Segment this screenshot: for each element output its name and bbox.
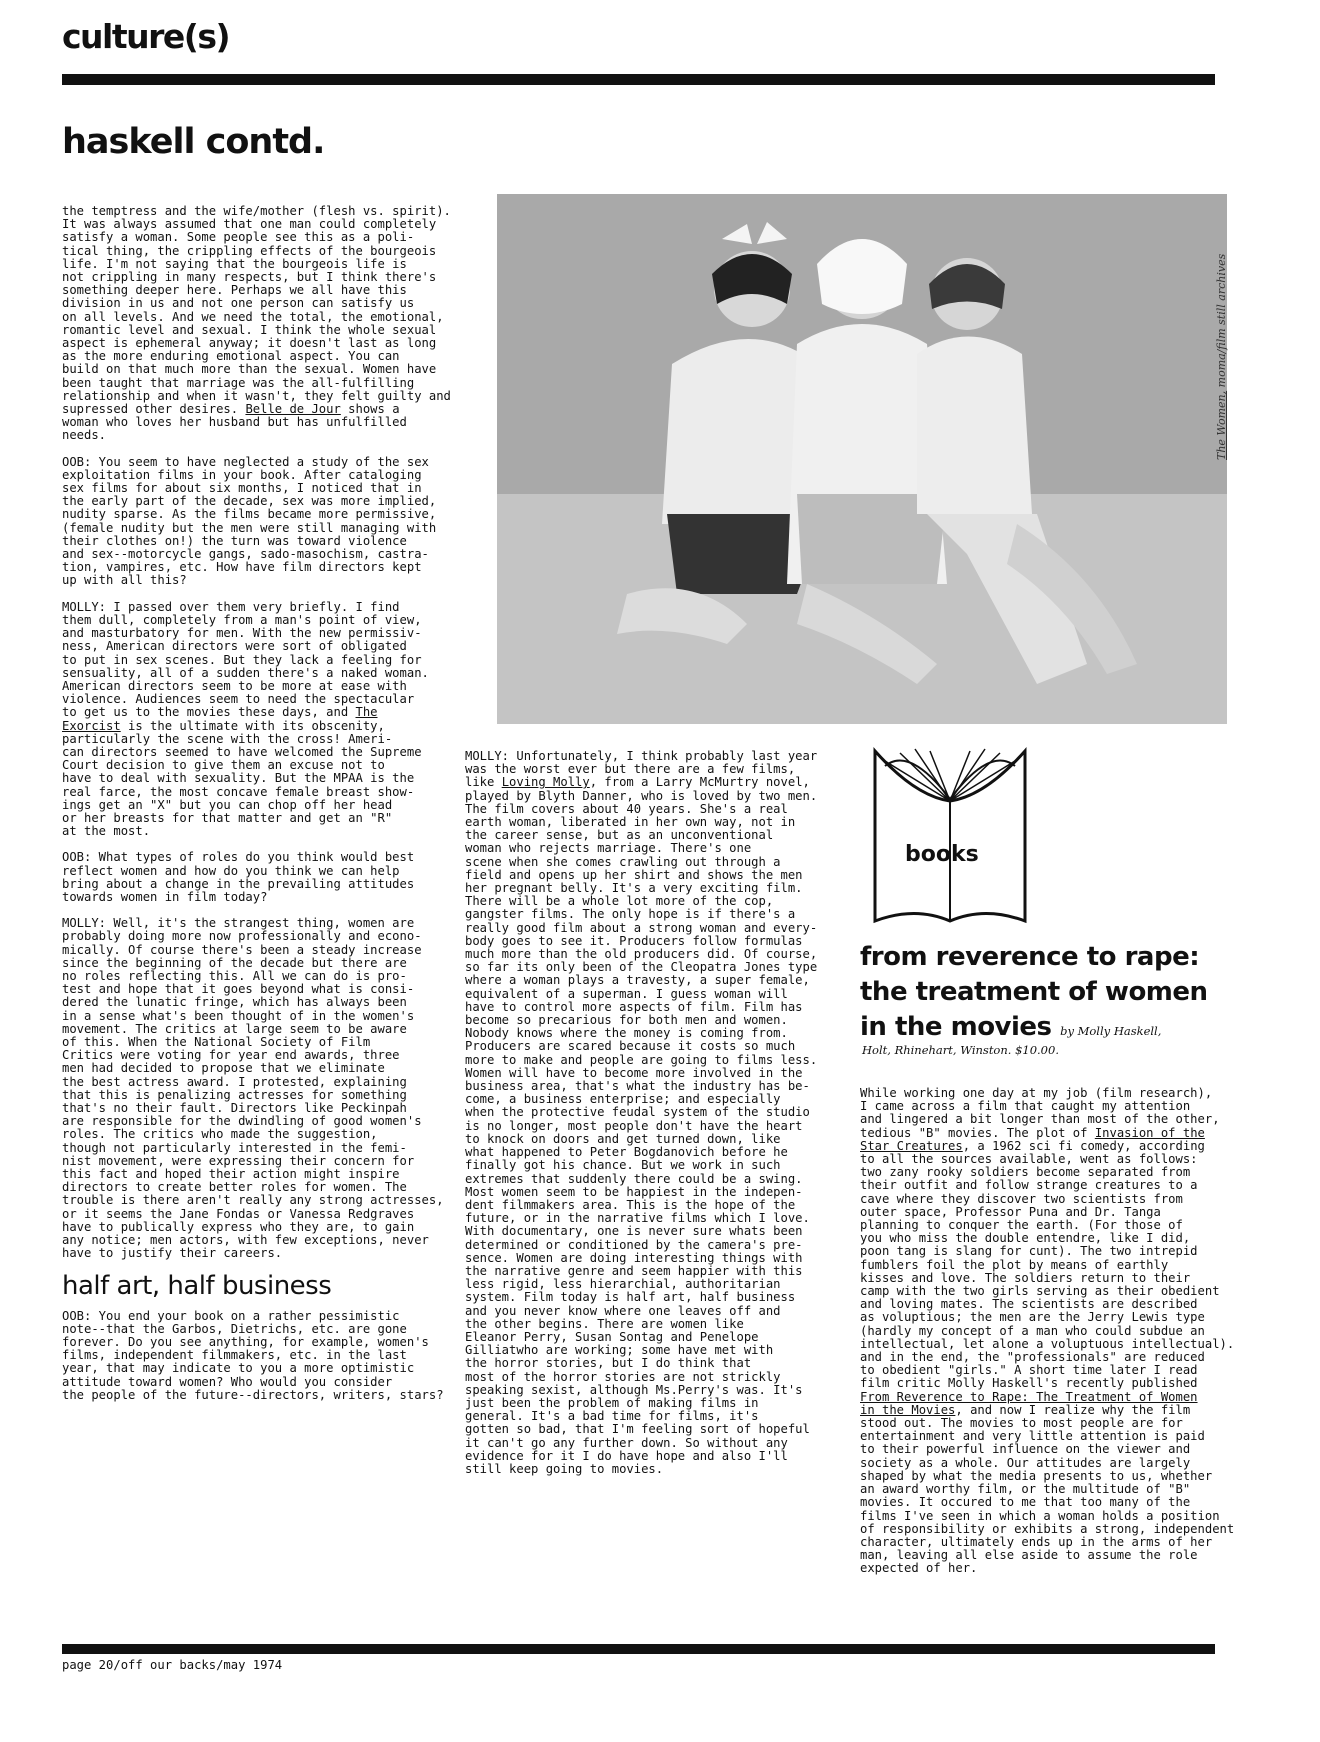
review-title: from reverence to rape: the treatment of women in the movies by Molly Haskell, bbox=[860, 942, 1208, 1042]
top-rule bbox=[62, 74, 1215, 85]
paragraph: MOLLY: I passed over them very briefly. I find them dull, completely from a man's point of view, and masturbatory for men. With the new permissiv- ness, American directors were sort of obligated to put in sex scenes. But they lack a feeling for sensuality, all of a sudden there's a naked woman. American directors seem to be more at ease with violence. Audiences seem to need the spectacular to get us to the movies these days, and The Exorcist is the ultimate with its obscenity, particularly the scene with the cross! Ameri- can directors seemed to have welcomed the Supreme Court decision to give them an excuse not to have to deal with sexuality. But the MPAA is the real farce, the most concave female breast show- ings get an "X" but you can chop off her head or her breasts for that matter and get an "R" at the most. bbox=[62, 599, 429, 839]
open-book-icon bbox=[865, 741, 1035, 931]
paragraph: OOB: You end your book on a rather pessimistic note--that the Garbos, Dietrichs, etc. are gone forever. Do you see anything, for example, women's films, independent filmmakers, etc. in the last year, that may indicate to you a more optimistic attitude toward women? Who would you consider the people of the future--directors, writers, stars? bbox=[62, 1308, 444, 1402]
paragraph: the temptress and the wife/mother (flesh vs. spirit). It was always assumed that one man could completely satisfy a woman. Some people see this as a poli- tical thing, the crippling effects of the bourgeois life. I'm not saying that the bourgeois life is not crippling in many respects, but I think there's something deeper here. Perhaps we all have this division in us and not one person can satisfy us on all levels. And we need the total, the emotional, romantic level and sexual. I think the whole sexual aspect is ephemeral anyway; it doesn't last as long as the more enduring emotional aspect. You can build on that much more than the sexual. Women have been taught that marriage was the all-fulfilling relationship and when it wasn't, they felt guilty and supressed other desires. Belle de Jour shows a woman who loves her husband but has unfulfilled needs. bbox=[62, 204, 451, 443]
paragraph: While working one day at my job (film research), I came across a film that caught my attention and lingered a bit longer than most of the other, tedious "B" movies. The plot of Invasion of the Star Creatures, a 1962 sci fi comedy, according to all the sources available, went as follows: two zany rooky soldiers become separated from their outfit and follow strange creatures to a cave where they discover two scientists from outer space, Professor Puna and Dr. Tanga planning to conquer the earth. (For those of you who miss the double entendre, like I did, poon tang is slang for cunt). The two intrepid fumblers foil the plot by means of earthly kisses and love. The soldiers return to their camp with the two girls serving as their obedient and loving mates. The scientists are described as voluptious; the men are the Jerry Lewis type (hardly my concept of a man who could subdue an intellectual, let alone a voluptuous intellectual). and in the end, the "professionals" are reduced to obedient "girls." A short time later I read film critic Molly Haskell's recently published From Reverence to Rape: The Treatment of Women in the Movies, and now I realize why the film stood out. The movies to most people are for entertainment and very little attention is paid to their powerful influence on the viewer and society as a whole. Our attitudes are largely shaped by what the media presents to us, whether an award worthy film, or the multitude of "B" movies. It occured to me that too many of the films I've seen in which a woman holds a position of responsibility or exhibits a strong, independent character, ultimately ends up in the arms of her man, leaving all else aside to assume the role expected of her. bbox=[860, 1086, 1235, 1576]
review-column bbox=[860, 1087, 1250, 1589]
paragraph: OOB: You seem to have neglected a study of the sex exploitation films in your book. After cataloging sex films for about six months, I noticed that in the early part of the decade, sex was more implied, nudity sparse. As the films became more permissive, (female nudity but the men were still managing with their clothes on!) the turn was toward violence and sex--motorcycle gangs, sado-masochism, castra- tion, vampires, etc. How have film directors kept up with all this? bbox=[62, 454, 437, 588]
subhead: half art, half business bbox=[62, 1271, 332, 1302]
left-column bbox=[62, 205, 467, 1415]
book-title: From Reverence to Rape: The Treatment of Women in the Movies bbox=[860, 1389, 1198, 1417]
photo-credit: The Women, moma/film still archives bbox=[1215, 253, 1228, 460]
film-title-the-exorcist: The Exorcist bbox=[62, 705, 378, 733]
article-headline: haskell contd. bbox=[62, 122, 325, 162]
film-title-loving-molly: Loving Molly bbox=[501, 775, 590, 790]
film-still-photo bbox=[497, 194, 1227, 724]
film-title-invasion-of-the-star-creatures: Invasion of the Star Creatures bbox=[860, 1125, 1205, 1153]
bottom-rule bbox=[62, 1644, 1215, 1654]
paragraph: MOLLY: Unfortunately, I think probably last year was the worst ever but there are a few films, like Loving Molly, from a Larry McMurtry novel, played by Blyth Danner, who is loved by two men. The film covers about 40 years. She's a real earth woman, liberated in her own way, not in the career sense, but as an unconventional woman who rejects marriage. There's one scene when she comes crawling out through a field and opens up her shirt and shows the men her pregnant belly. It's a very exciting film. There will be a whole lot more of the cop, gangster films. The only hope is if there's a really good film about a strong woman and every- body goes to see it. Producers follow formulas much more than the old producers did. Of course, so far its only been of the Cleopatra Jones type where a woman plays a travesty, a super female, equivalent of a superman. I guess woman will have to control more aspects of film. Film has become so precarious for both men and women. Nobody knows where the money is coming from. Producers are scared because it costs so much more to make and people are going to films less. Women will have to become more involved in the business area, that's what the industry has be- come, a business enterprise; and especially when the protective feudal system of the studio is no longer, most people don't have the heart to knock on doors and get turned down, like what happened to Peter Bogdanovich before he finally got his chance. But we work in such extremes that suddenly there could be a swing. Most women seem to be happiest in the indepen- dent filmmakers area. This is the hope of the future, or in the narrative films which I love. With documentary, one is never sure whats been determined or conditioned by the camera's pre- sence. Women are doing interesting things with the narrative genre and seem happier with this less rigid, less hierarchial, authoritarian system. Film today is half art, half business and you never know where one leaves off and the other begins. There are women like Eleanor Perry, Susan Sontag and Penelope Gilliatwho are working; some have met with the horror stories, but I do think that most of the horror stories are not strickly speaking sexist, although Ms.Perry's was. It's just been the problem of making films in general. It's a bad time for films, it's gotten so bad, that I'm feeling sort of hopeful it can't go any further down. So without any evidence for it I do have hope and also I'll still keep going to movies. bbox=[465, 749, 818, 1476]
middle-column bbox=[465, 750, 850, 1489]
page-folio: page 20/off our backs/may 1974 bbox=[62, 1658, 283, 1672]
film-still-illustration bbox=[497, 194, 1227, 724]
books-label: books bbox=[905, 842, 979, 867]
film-title-belle-de-jour: Belle de Jour bbox=[245, 402, 341, 417]
paragraph: MOLLY: Well, it's the strangest thing, women are probably doing more now professionally and econo- mically. Of course there's been a steady increase since the beginning of the decade but there are no roles reflecting this. All we can do is pro- test and hope that it goes beyond what is consi- dered the lunatic fringe, which has always been in a sense what's been thought of in the women's movement. The critics at large seem to be aware of this. When the National Society of Film Critics were voting for year end awards, three men had decided to propose that we eliminate the best actress award. I protested, explaining that this is penalizing actresses for something that's no their fault. Directors like Peckinpah are responsible for the dwindling of good women's roles. The critics who made the suggestion, though not particularly interested in the femi- nist movement, were expressing their concern for this fact and hoped their action might inspire directors to create better roles for women. The trouble is there aren't really any strong actresses, or it seems the Jane Fondas or Vanessa Redgraves have to publically express who they are, to gain any notice; men actors, with few exceptions, never have to justify their careers. bbox=[62, 916, 444, 1261]
review-publisher: Holt, Rhinehart, Winston. $10.00. bbox=[862, 1043, 1059, 1057]
review-byline: by Molly Haskell, bbox=[1060, 1024, 1162, 1038]
section-masthead: culture(s) bbox=[62, 17, 230, 56]
paragraph: OOB: What types of roles do you think would best reflect women and how do you think we can help bring about a change in the prevailing attitudes towards women in film today? bbox=[62, 850, 415, 904]
